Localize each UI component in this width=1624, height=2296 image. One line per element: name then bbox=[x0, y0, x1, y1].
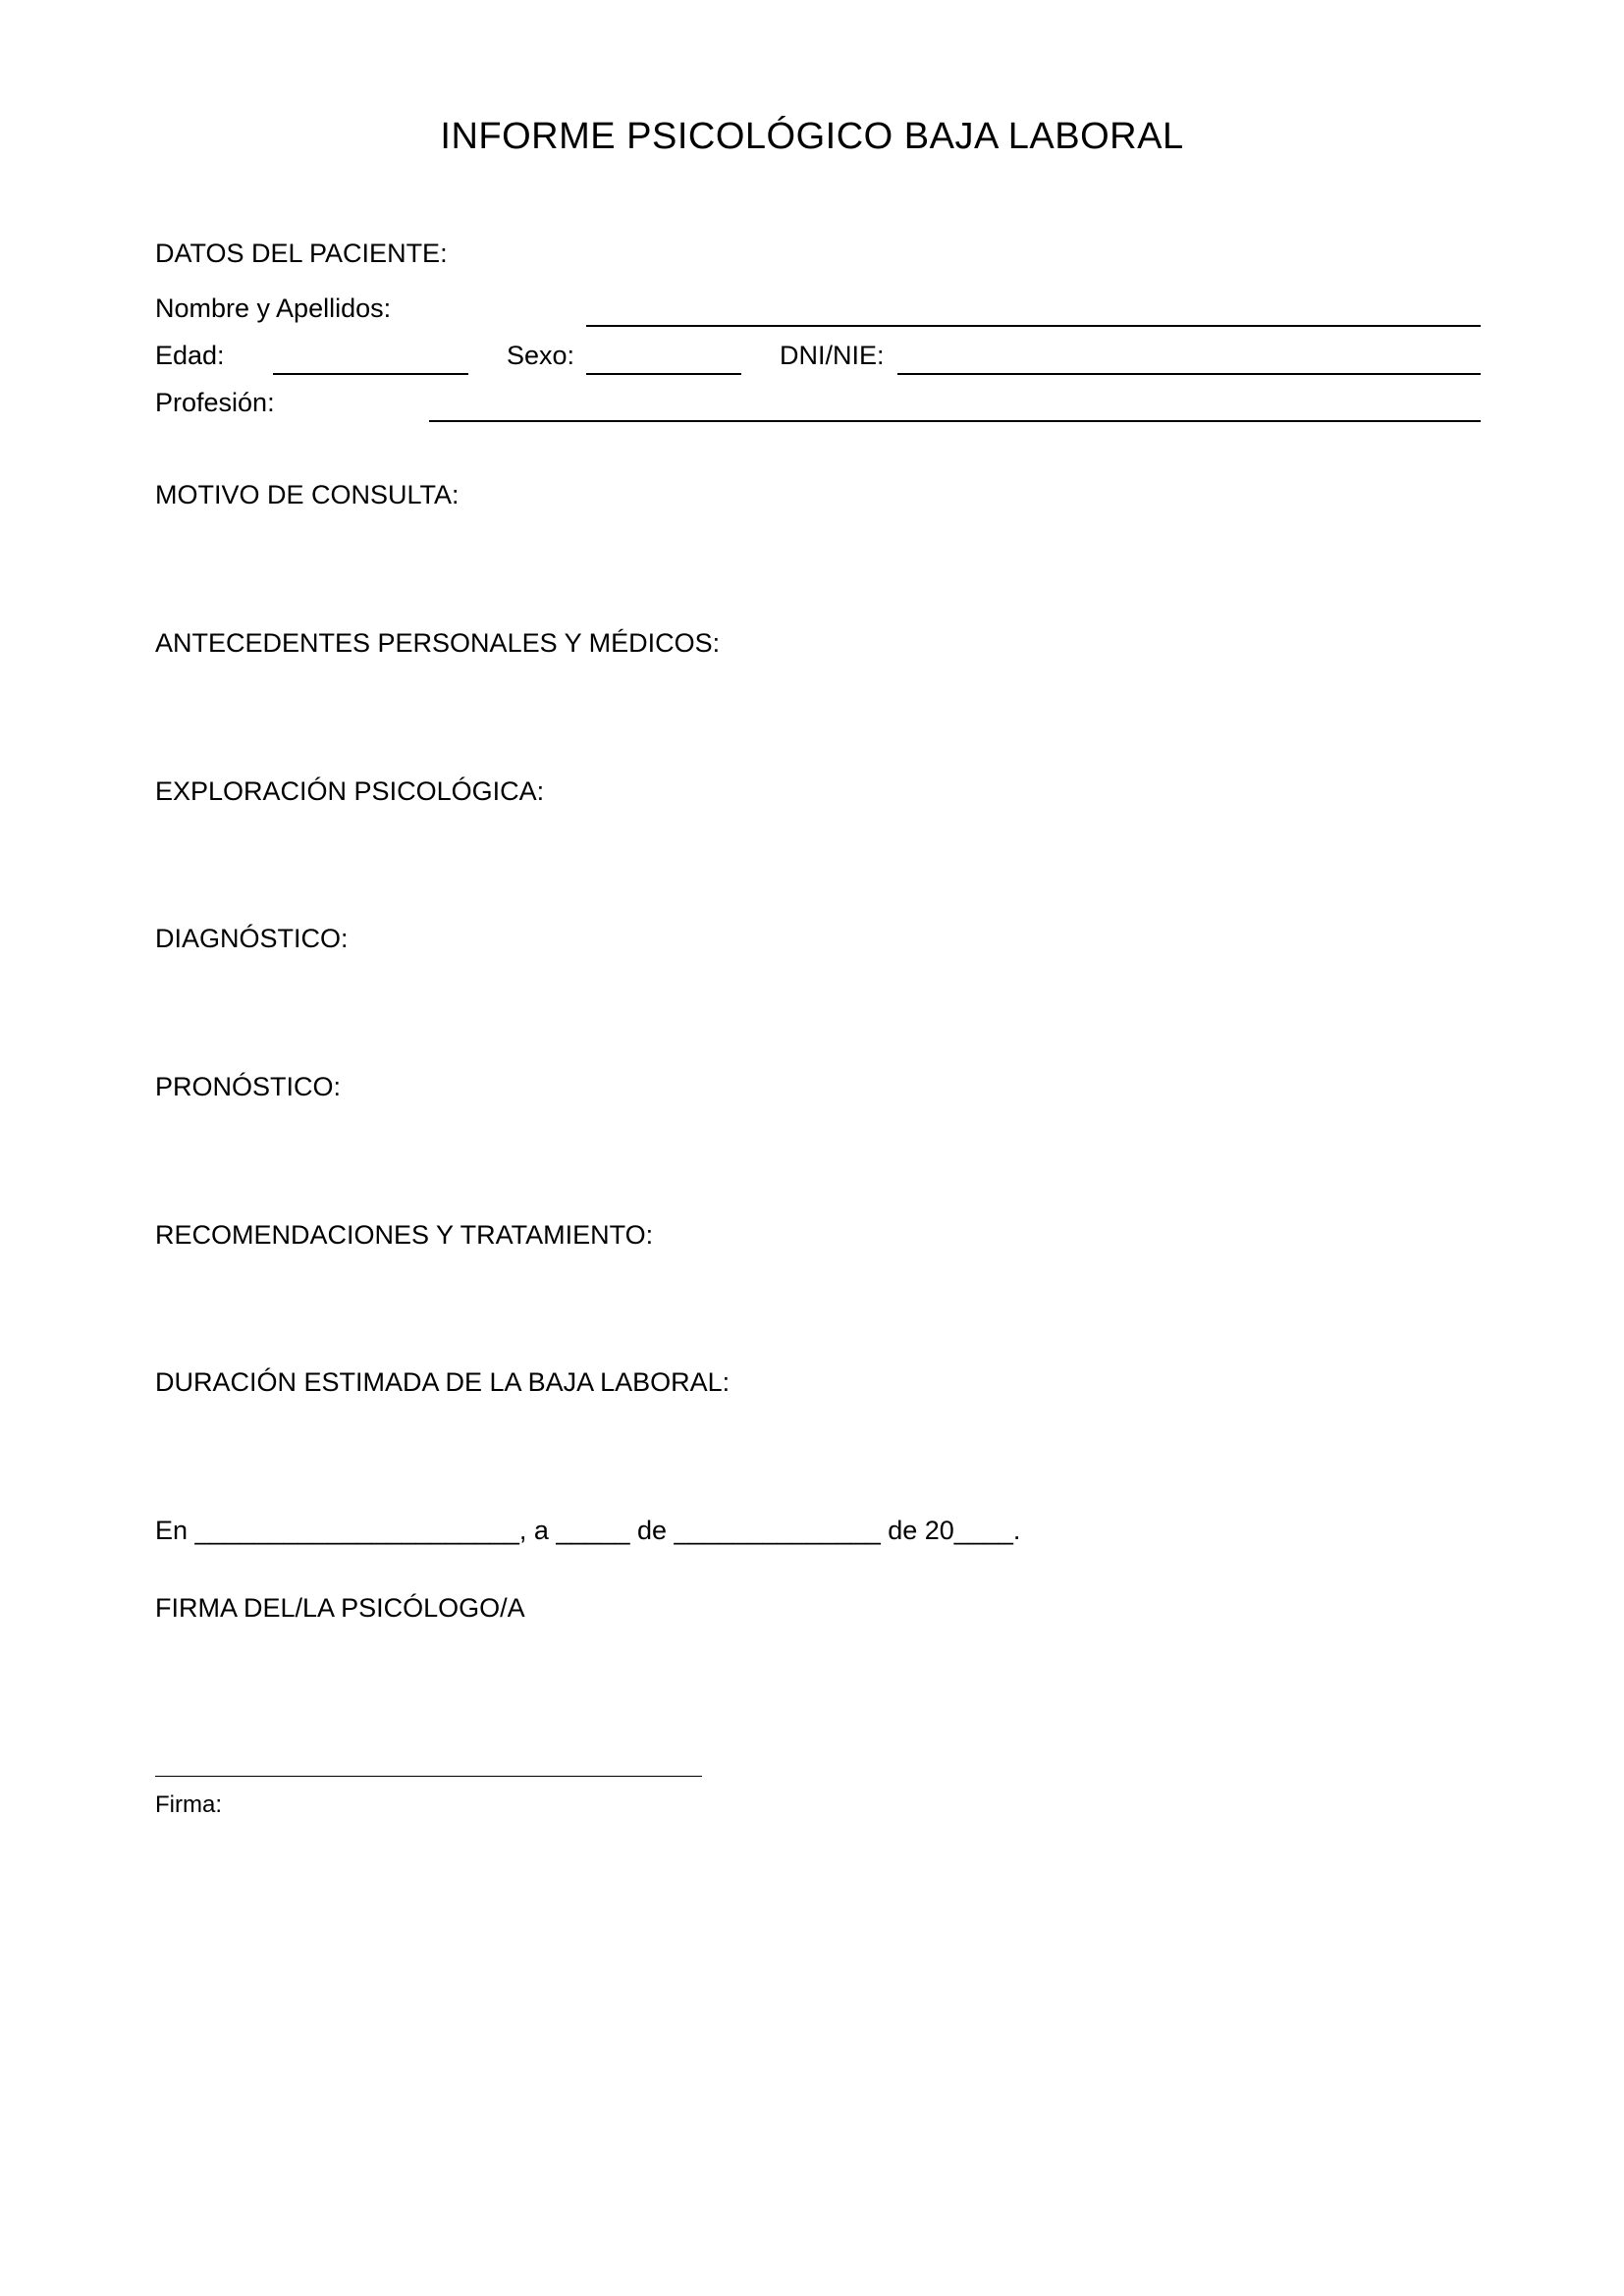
signature-line[interactable] bbox=[155, 1776, 702, 1777]
dni-field[interactable] bbox=[897, 373, 1481, 375]
age-label: Edad: bbox=[155, 341, 225, 370]
prognosis-section-heading: PRONÓSTICO: bbox=[155, 1072, 342, 1101]
dni-label: DNI/NIE: bbox=[780, 341, 885, 370]
duration-section-heading: DURACIÓN ESTIMADA DE LA BAJA LABORAL: bbox=[155, 1367, 731, 1397]
exploration-section-heading: EXPLORACIÓN PSICOLÓGICA: bbox=[155, 776, 545, 806]
name-label: Nombre y Apellidos: bbox=[155, 294, 392, 323]
sex-label: Sexo: bbox=[507, 341, 575, 370]
signature-heading: FIRMA DEL/LA PSICÓLOGO/A bbox=[155, 1593, 525, 1623]
patient-section-heading: DATOS DEL PACIENTE: bbox=[155, 239, 448, 268]
history-section-heading: ANTECEDENTES PERSONALES Y MÉDICOS: bbox=[155, 628, 721, 658]
age-field[interactable] bbox=[273, 373, 468, 375]
diagnosis-section-heading: DIAGNÓSTICO: bbox=[155, 924, 349, 953]
name-field[interactable] bbox=[586, 325, 1481, 327]
place-date-line: En ______________________, a _____ de ______________ de 20____. bbox=[155, 1516, 1021, 1545]
reason-section-heading: MOTIVO DE CONSULTA: bbox=[155, 480, 460, 509]
profession-field[interactable] bbox=[429, 420, 1481, 422]
sex-field[interactable] bbox=[586, 373, 741, 375]
signature-label: Firma: bbox=[155, 1791, 222, 1818]
document-title: INFORME PSICOLÓGICO BAJA LABORAL bbox=[440, 116, 1184, 157]
profession-label: Profesión: bbox=[155, 388, 275, 417]
recommendations-section-heading: RECOMENDACIONES Y TRATAMIENTO: bbox=[155, 1220, 654, 1250]
